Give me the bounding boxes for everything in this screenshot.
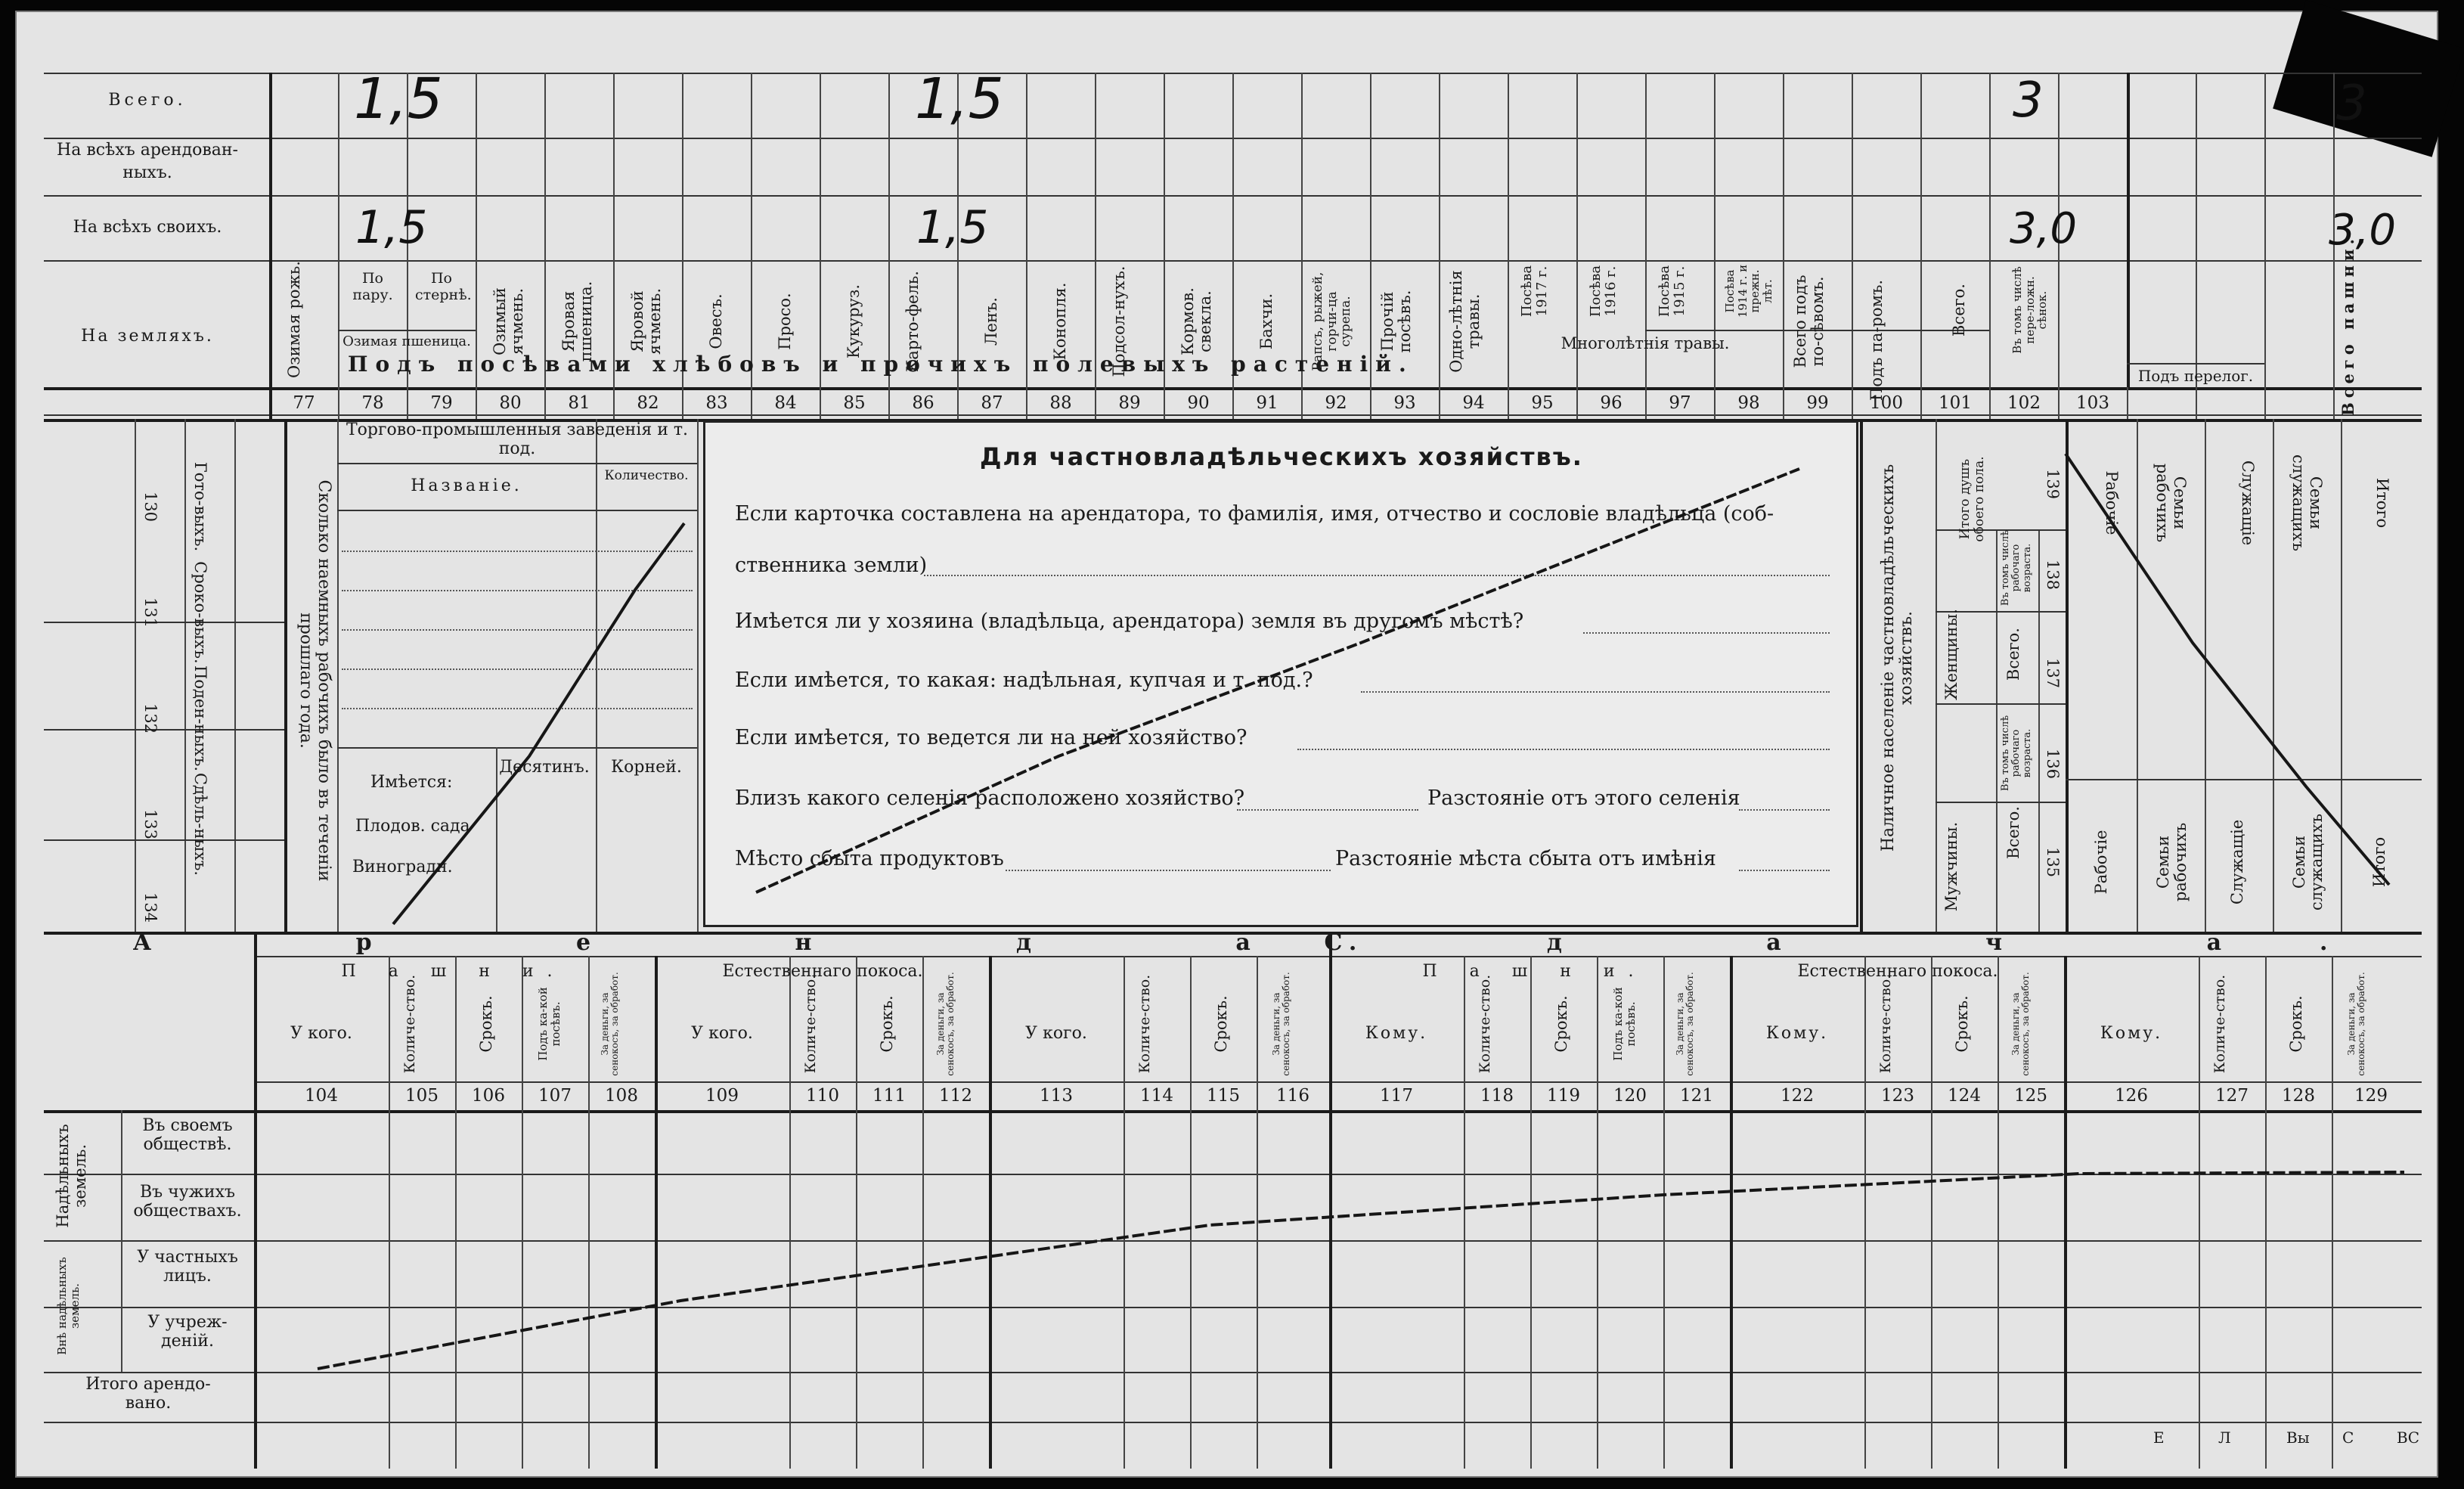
col-number: 126 [2115,1086,2148,1106]
col-number: 110 [806,1086,839,1106]
row-label-leased: На всѣхъ арендован- [57,141,238,160]
term-header: Срокъ. [1552,995,1570,1053]
staff-col-employee-families: Семьи служащихъ [2290,813,2326,911]
from-whom-header: У кого. [691,1024,753,1043]
crop-col-label: Кукуруз. [845,284,863,359]
edge-fragment: С [2342,1429,2354,1447]
col-number: 137 [2044,657,2062,689]
q-other-land: Имѣется ли у хозяина (владѣльца, арендатора) земля въ другомъ мѣстѣ? [735,610,1524,633]
col-number: 82 [637,393,659,413]
hw-total-sown: 3 [2013,73,2044,129]
strike-line-lease [318,1172,2404,1369]
col-number: 122 [1781,1086,1814,1106]
col-number: 106 [472,1086,505,1106]
orchard-label: Плодов. сада [355,817,470,836]
edge-fragment: Вы [2286,1429,2310,1447]
crop-col-label: Всего пашни. [2338,234,2357,416]
strike-line-private [756,469,1799,892]
col-number: 124 [1948,1086,1981,1106]
women-label: Женщины. [1942,609,1960,700]
men-total-label: Всего. [2004,806,2022,859]
crop-col-label: По стернѣ. [415,270,472,303]
crop-col-label: Посѣва 1917 г. [1519,265,1550,318]
col-number: 78 [361,393,384,413]
non-allotment-lands-label: Внѣ надѣльныхъ земель. [55,1257,82,1355]
col-number: 97 [1669,393,1691,413]
hw-own-wheat: 1,5 [355,201,428,254]
term-header: Срокъ. [2287,995,2305,1053]
quantity-header: Количе-ство. [1477,974,1493,1074]
col-number: 119 [1547,1086,1580,1106]
col-number: 81 [568,393,590,413]
staff-col-workers: Рабочіе [2103,470,2121,535]
staff-col-total: Итого [2373,477,2391,529]
crop-col-label: Кормов. свекла. [1179,287,1215,355]
hw-own-sown: 3,0 [2010,204,2078,253]
q-land-type: Если имѣется, то какая: надѣльная, купчая и т. под.? [735,668,1313,692]
hw-total-corn: 1,5 [915,67,1004,132]
q-market-place: Мѣсто сбыта продуктовъ [735,847,1004,870]
payment-header: За деньги, за сенокосъ, за обработ. [2346,972,2367,1076]
crop-col-label: Бахчи. [1257,293,1275,350]
col-number: 136 [2044,748,2062,780]
quantity-header: Количе-ство. [1877,974,1894,1074]
col-number: 116 [1276,1086,1309,1106]
strike-line-trade [393,523,684,924]
col-number: 83 [705,393,728,413]
col-number: 92 [1325,393,1347,413]
term-header: Срокъ. [1953,995,1971,1053]
allotment-lands-label: Надѣльныхъ земель. [54,1124,90,1228]
crop-group-fallow: Подъ перелог. [2137,367,2254,385]
crop-banner: Подъ посѣвами хлѣбовъ и прочихъ полевыхъ растеній. [348,352,1414,377]
crop-col-label: Рапсъ, рыжей, горчи-ца сурепа. [1310,271,1354,371]
q-owner-name: Если карточка составлена на арендатора, то фамилія, имя, отчество и сословіе владѣльца (соб- [735,502,1774,526]
q-market-distance: Разстояніе мѣста сбыта отъ имѣнія [1335,847,1716,870]
col-number: 113 [1040,1086,1073,1106]
payment-header: За деньги, за сенокосъ, за обработ. [1675,972,1696,1076]
hw-own-corn: 1,5 [916,201,989,254]
trade-qty-header: Количество. [604,468,689,483]
row-label-total: Всего. [108,91,187,110]
from-whom-header: У кого. [1025,1024,1087,1043]
staff-col-employees: Служащіе [2228,819,2246,905]
men-working-age-label: Въ томъ числѣ рабочаго возраста. [2000,715,2033,792]
staff-col-workers: Рабочіе [2092,830,2110,895]
col-number: 128 [2282,1086,2315,1106]
col-number: 84 [774,393,797,413]
crop-type-header: Подъ ка-кой посѣвъ. [1611,987,1638,1061]
payment-header: За деньги, за сенокосъ, за обработ. [2010,972,2032,1076]
crop-col-label: Всего. [1950,284,1968,337]
row-own-community: Въ своемъ обществѣ. [142,1116,233,1155]
crop-col-label: Озимая рожь. [285,261,303,378]
crop-col-label: Озимый ячмень. [491,287,527,355]
col-number: 108 [605,1086,638,1106]
crop-col-label: По пару. [352,270,393,303]
quantity-header: Количе-ство. [401,974,418,1074]
strike-line-staff [2066,454,2389,885]
women-total-label: Всего. [2004,628,2022,681]
men-label: Мужчины. [1942,821,1960,912]
quantity-header: Количе-ство. [1136,974,1153,1074]
edge-fragment: ВС [2397,1429,2419,1447]
labour-col-num: 133 [141,808,160,840]
hw-own-plowland: 3,0 [2329,206,2397,255]
col-number: 109 [705,1086,739,1106]
col-number: 79 [430,393,453,413]
crop-col-label: Посѣва 1914 г. и прежн. лѣт. [1723,264,1774,318]
col-number: 125 [2014,1086,2047,1106]
private-estate-title: Для частновладѣльческихъ хозяйствъ. [980,442,1583,471]
col-number: 96 [1600,393,1623,413]
row-label-own: На всѣхъ своихъ. [73,218,222,237]
col-number: 103 [2076,393,2109,413]
col-number: 118 [1480,1086,1514,1106]
labour-col-label: Поден-ныхъ. [191,665,209,771]
labour-col-num: 132 [141,703,160,734]
col-number: 117 [1380,1086,1413,1106]
crop-group-perennial-grass: Многолѣтнія травы. [1561,334,1730,352]
staff-col-worker-families: Семьи рабочихъ [2153,463,2189,543]
crop-col-label: Посѣва 1915 г. [1657,265,1688,318]
edge-fragment: Л [2218,1429,2231,1447]
labour-col-num: 134 [141,892,160,923]
crop-col-label: Подсол-нухъ. [1110,265,1128,377]
row-label-on-lands: На земляхъ. [81,327,214,346]
crop-col-label: Одно-лѣтнія травы. [1447,270,1483,373]
crop-type-header: Подъ ка-кой посѣвъ. [536,987,563,1061]
col-number: 91 [1256,393,1278,413]
plowland-header: П а ш н и. [341,962,566,981]
payment-header: За деньги, за сенокосъ, за обработ. [935,972,956,1076]
meadow-header: Естественнаго покоса. [722,962,923,981]
col-number: 102 [2007,393,2041,413]
meadow-header: Естественнаго покоса. [1797,962,1998,981]
col-number: 77 [293,393,315,413]
col-number: 80 [499,393,522,413]
lease-in-header: А р е н д а. [132,929,1455,956]
labour-col-label: Сроко-выхъ. [191,561,209,664]
row-other-communities: Въ чужихъ обществахъ. [133,1183,242,1221]
col-number: 111 [872,1086,906,1106]
labour-col-label: Сдѣль-ныхъ. [191,772,209,876]
lease-out-header: С д а ч а. [1324,929,2426,956]
roots-header: Корней. [611,758,682,777]
q-owner-name-cont: ственника земли) [735,554,928,577]
vineyard-label: Виноградн. [352,858,453,876]
col-number: 129 [2354,1086,2388,1106]
staff-col-employee-families: Семьи служащихъ [2289,454,2325,552]
staff-col-employees: Служащіе [2239,460,2257,546]
from-whom-header: У кого. [290,1024,352,1043]
col-number: 135 [2044,846,2062,878]
col-number: 104 [305,1086,338,1106]
col-number: 86 [912,393,934,413]
q-village-distance: Разстояніе отъ этого селенія [1427,786,1740,810]
payment-header: За деньги, за сенокосъ, за обработ. [600,972,621,1076]
available-label: Имѣется: [370,773,453,792]
plowland-header: П а ш н и. [1422,962,1647,981]
to-whom-header: Кому. [2100,1024,2163,1043]
labour-col-label: Гото-выхъ. [191,461,209,552]
crop-group-winter-wheat: Озимая пшеница. [342,333,471,349]
to-whom-header: Кому. [1365,1024,1428,1043]
col-number: 127 [2215,1086,2249,1106]
col-number: 94 [1462,393,1485,413]
crop-col-label: Всего подъ по-сѣвомъ. [1791,275,1827,368]
crop-col-label: Карто-фель. [903,271,922,372]
q-nearest-village: Близъ какого селенія расположено хозяйство? [735,786,1245,810]
trade-name-header: Названіе. [411,476,522,495]
row-label-leased-cont: ныхъ. [122,163,172,182]
crop-col-label: Посѣва 1916 г. [1588,265,1619,318]
col-number: 100 [1870,393,1903,413]
term-header: Срокъ. [1212,995,1230,1053]
term-header: Срокъ. [477,995,495,1053]
crop-col-label: Яровой ячмень. [628,288,665,355]
crop-col-label: Ленъ. [982,297,1000,346]
col-number: 95 [1531,393,1554,413]
col-number: 87 [981,393,1003,413]
payment-header: За деньги, за сенокосъ, за обработ. [1271,972,1292,1076]
to-whom-header: Кому. [1765,1024,1829,1043]
col-number: 115 [1207,1086,1240,1106]
desyatin-header: Десятинъ. [499,758,590,777]
col-number: 112 [939,1086,972,1106]
row-institutions: У учреж-деній. [147,1313,228,1351]
quantity-header: Количе-ство. [2211,974,2228,1074]
crop-col-label: Въ томъ числѣ пере-ложн. сѣнок. [2010,266,2049,354]
total-persons-label: Итого душъ обоего пола. [1957,456,1987,542]
women-working-age-label: Въ томъ числѣ рабочаго возраста. [2000,529,2033,606]
col-number: 98 [1737,393,1760,413]
col-number: 138 [2044,559,2062,591]
crop-col-label: Овесъ. [707,293,725,349]
col-number: 139 [2044,468,2062,500]
q-farming-there: Если имѣется, то ведется ли на ней хозяйство? [735,726,1247,749]
trade-establishments-title: Торгово-промышленныя заведенія и т. под. [346,420,689,459]
crop-col-label: Подъ па-ромъ. [1867,280,1886,401]
labour-col-num: 130 [141,491,160,523]
labour-col-num: 131 [141,597,160,628]
col-number: 123 [1881,1086,1914,1106]
crop-col-label: Прочій посѣвъ. [1378,290,1415,353]
row-total-leased: Итого арендо-вано. [85,1375,211,1413]
col-number: 99 [1806,393,1829,413]
col-number: 114 [1140,1086,1173,1106]
col-number: 89 [1118,393,1141,413]
term-header: Срокъ. [878,995,896,1053]
col-number: 107 [538,1086,572,1106]
crop-col-label: Просо. [776,293,794,350]
col-number: 120 [1613,1086,1647,1106]
col-number: 88 [1049,393,1072,413]
crop-col-label: Конопля. [1051,282,1069,361]
col-number: 105 [405,1086,439,1106]
resident-population-label: Наличное населеніе частновладѣльческихъ хозяйствъ. [1879,464,1917,852]
hired-workers-label: Сколько наемныхъ рабочихъ было въ теченіи прошлаго года. [296,479,333,882]
hw-total-plowland: 3 [2336,76,2367,132]
col-number: 85 [843,393,866,413]
staff-col-total: Итого [2370,836,2388,888]
row-private-persons: У частныхъ лицъ. [137,1248,238,1286]
hw-total-wheat: 1,5 [354,67,443,132]
edge-fragment: Е [2153,1429,2165,1447]
col-number: 121 [1680,1086,1713,1106]
col-number: 93 [1393,393,1416,413]
col-number: 90 [1187,393,1210,413]
crop-col-label: Яровая пшеница. [559,281,596,362]
col-number: 101 [1939,393,1972,413]
quantity-header: Количе-ство. [802,974,819,1074]
staff-col-worker-families: Семьи рабочихъ [2154,822,2190,902]
